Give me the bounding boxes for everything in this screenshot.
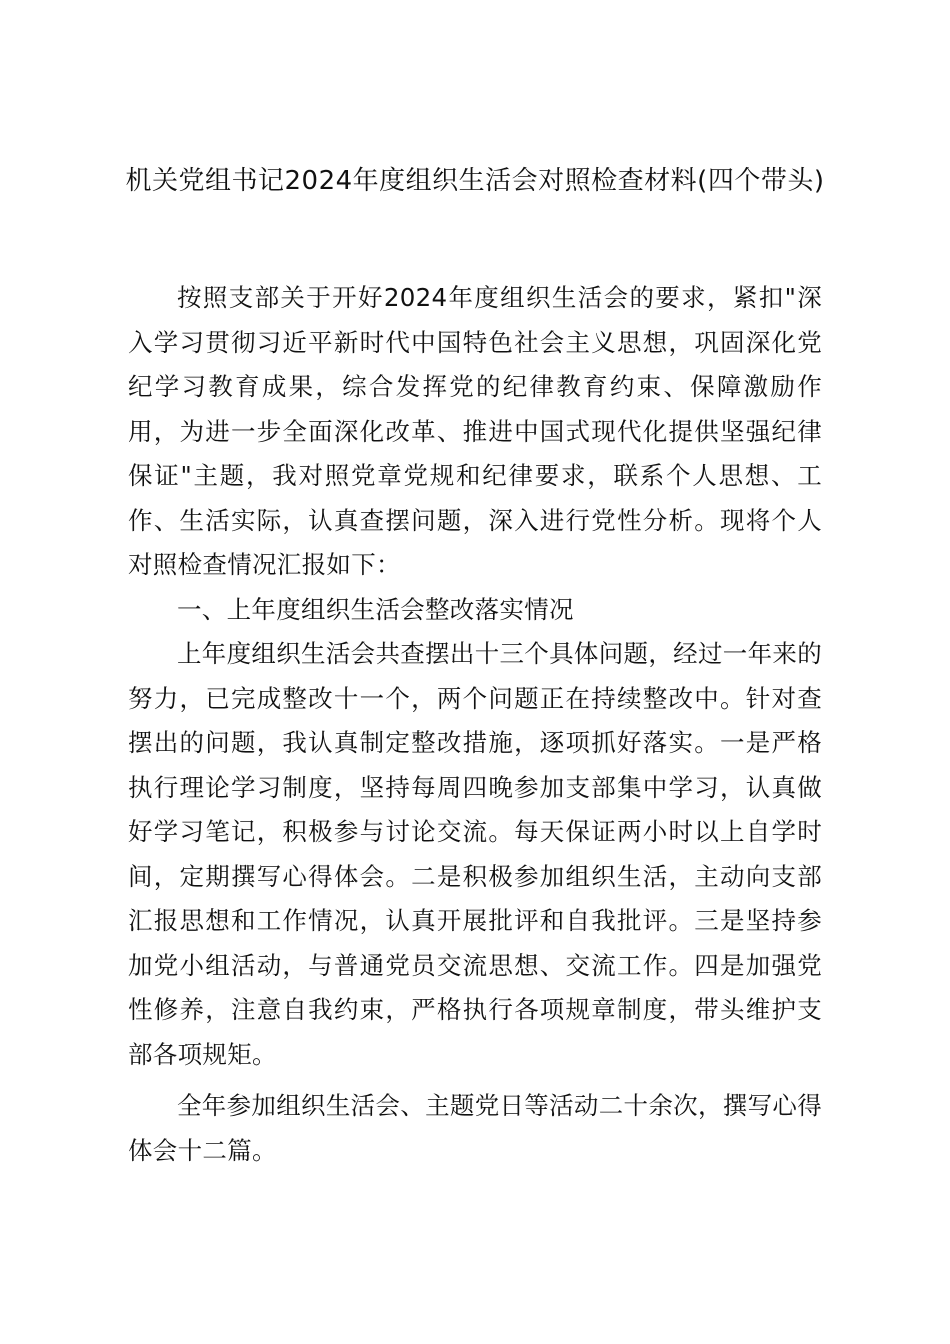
summary-paragraph: 全年参加组织生活会、主题党日等活动二十余次，撰写心得体会十二篇。 <box>128 1091 822 1165</box>
rectification-paragraph: 上年度组织生活会共查摆出十三个具体问题，经过一年来的努力，已完成整改十一个，两个问题正在持续整改中。针对查摆出的问题，我认真制定整改措施，逐项抓好落实。一是严格执行理论学习制度，坚持每周四晚参加支部集中学习，认真做好学习笔记，积极参与讨论交流。每天保证两小时以上自学时间，定期撰写心得体会。二是积极参加组织生活，主动向支部汇报思想和工作情况，认真开展批评和自我批评。三是坚持参加党小组活动，与普通党员交流思想、交流工作。四是加强党性修养，注意自我约束，严格执行各项规章制度，带头维护支部各项规矩。 <box>128 639 822 1069</box>
section-heading: 一、上年度组织生活会整改落实情况 <box>177 594 574 624</box>
intro-paragraph: 按照支部关于开好2024年度组织生活会的要求，紧扣"深入学习贯彻习近平新时代中国特色社会主义思想，巩固深化党纪学习教育成果，综合发挥党的纪律教育约束、保障激励作用，为进一步全面深化改革、推进中国式现代化提供坚强纪律保证"主题，我对照党章党规和纪律要求，联系个人思想、工作、生活实际，认真查摆问题，深入进行党性分析。现将个人对照检查情况汇报如下： <box>128 283 822 579</box>
document-title: 机关党组书记2024年度组织生活会对照检查材料(四个带头) <box>125 166 825 196</box>
document-body <box>128 276 822 1173</box>
